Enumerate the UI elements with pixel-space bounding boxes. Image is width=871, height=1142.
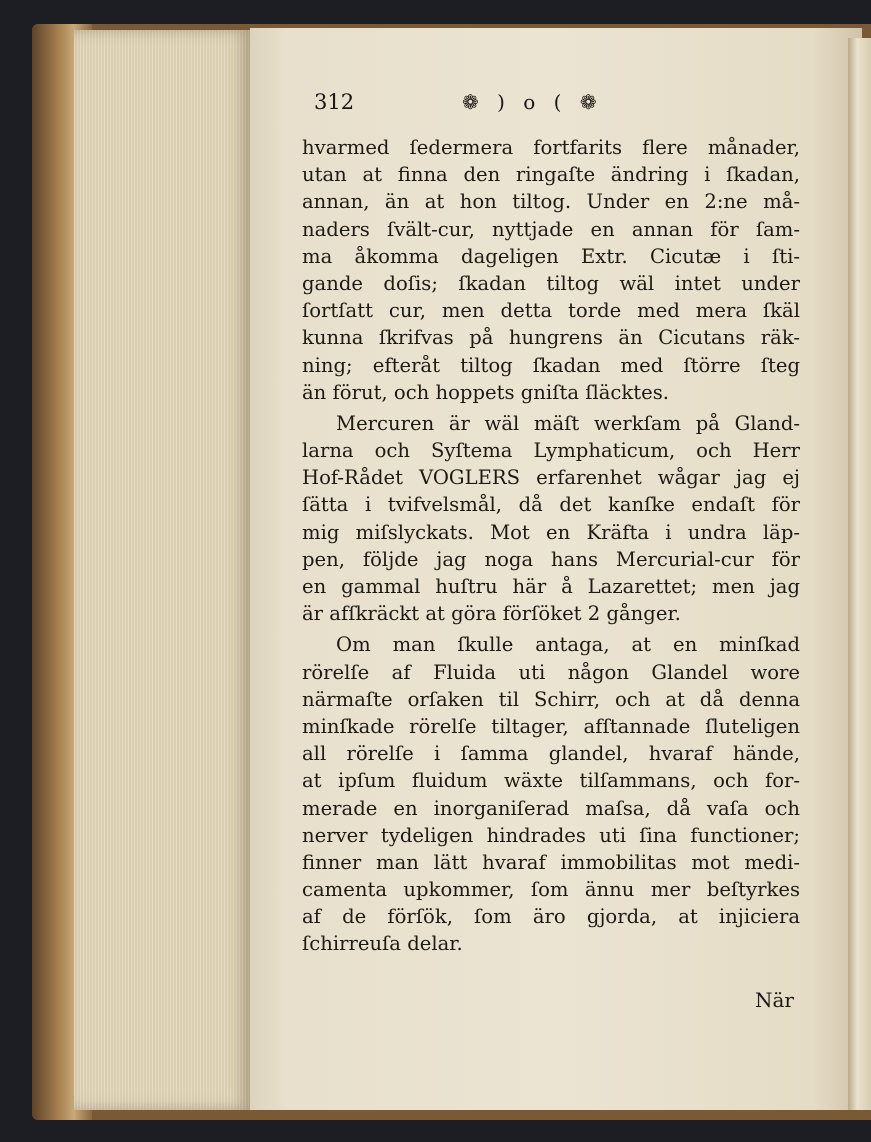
text-line: minſkade rörelſe tiltager, afſtannade ſluteligen — [302, 714, 800, 738]
catchword: När — [755, 988, 794, 1012]
text-line: hvarmed ſedermera fortfarits flere månader, — [302, 136, 800, 159]
body-text — [302, 134, 800, 958]
text-line: nerver tydeligen hindrades uti ſina functioner; — [302, 823, 800, 847]
text-line: ſchirreuſa delar. — [302, 932, 463, 956]
page-number: 312 — [314, 90, 355, 114]
facing-page-edge — [848, 38, 871, 1110]
paragraph — [302, 410, 800, 628]
text-line: en gammal huſtru här å Lazarettet; men jag — [302, 575, 800, 598]
text-line: än förut, och hoppets gniſta ſläcktes. — [302, 380, 670, 404]
text-line: Mercuren är wäl mäſt werkſam på Gland- — [336, 411, 800, 435]
text-line: rörelſe af Fluida uti någon Glandel wore — [302, 660, 800, 684]
text-line: at ipſum fluidum wäxte tilſammans, och for- — [302, 769, 800, 793]
text-line: pen, följde jag noga hans Mercurial-cur för — [302, 547, 800, 571]
running-header — [314, 90, 674, 120]
text-line: gande doſis; ſkadan tiltog wäl intet under — [302, 271, 800, 295]
page-stack-edge — [74, 30, 250, 1110]
paragraph — [302, 631, 800, 957]
text-line: ſortſatt cur, men detta torde med mera ſkäl — [302, 299, 800, 323]
text-line: är afſkräckt at göra förſöket 2 gånger. — [302, 602, 681, 626]
text-line: ma åkomma dageligen Extr. Cicutæ i ſti- — [302, 244, 800, 268]
text-line: naders ſvält-cur, nyttjade en annan för ſam- — [302, 217, 800, 241]
text-line: camenta upkommer, ſom ännu mer beſtyrkes — [302, 878, 800, 902]
text-line: merade en inorganiſerad maſsa, då vaſa och — [302, 796, 800, 820]
text-line: kunna ſkrifvas på hungrens än Cicutans räk- — [302, 326, 800, 350]
header-ornament: ❁ ) o ( ❁ — [462, 90, 603, 114]
paragraph — [302, 134, 800, 406]
text-line: all rörelſe i ſamma glandel, hvaraf hände, — [302, 742, 800, 766]
text-line: larna och Syſtema Lymphaticum, och Herr — [302, 439, 800, 463]
text-line: finner man lätt hvaraf immobilitas mot medi- — [302, 850, 800, 874]
text-line: Om man ſkulle antaga, at en minſkad — [336, 633, 800, 657]
text-line: ning; efteråt tiltog ſkadan med ſtörre ſteg — [302, 353, 800, 377]
text-line: ſätta i tvifvelsmål, då det kanſke endaſt för — [302, 493, 800, 517]
text-line: Hof-Rådet VOGLERS erfarenhet wågar jag ej — [302, 466, 800, 490]
text-line: närmaſte orſaken til Schirr, och at då denna — [302, 687, 800, 711]
text-line: af de förſök, ſom äro gjorda, at injiciera — [302, 905, 800, 929]
text-line: mig miſslyckats. Mot en Kräfta i undra läp- — [302, 520, 800, 544]
text-line: utan at finna den ringaſte ändring i ſkadan, — [302, 163, 800, 187]
text-line: annan, än at hon tiltog. Under en 2:ne må- — [302, 190, 800, 214]
